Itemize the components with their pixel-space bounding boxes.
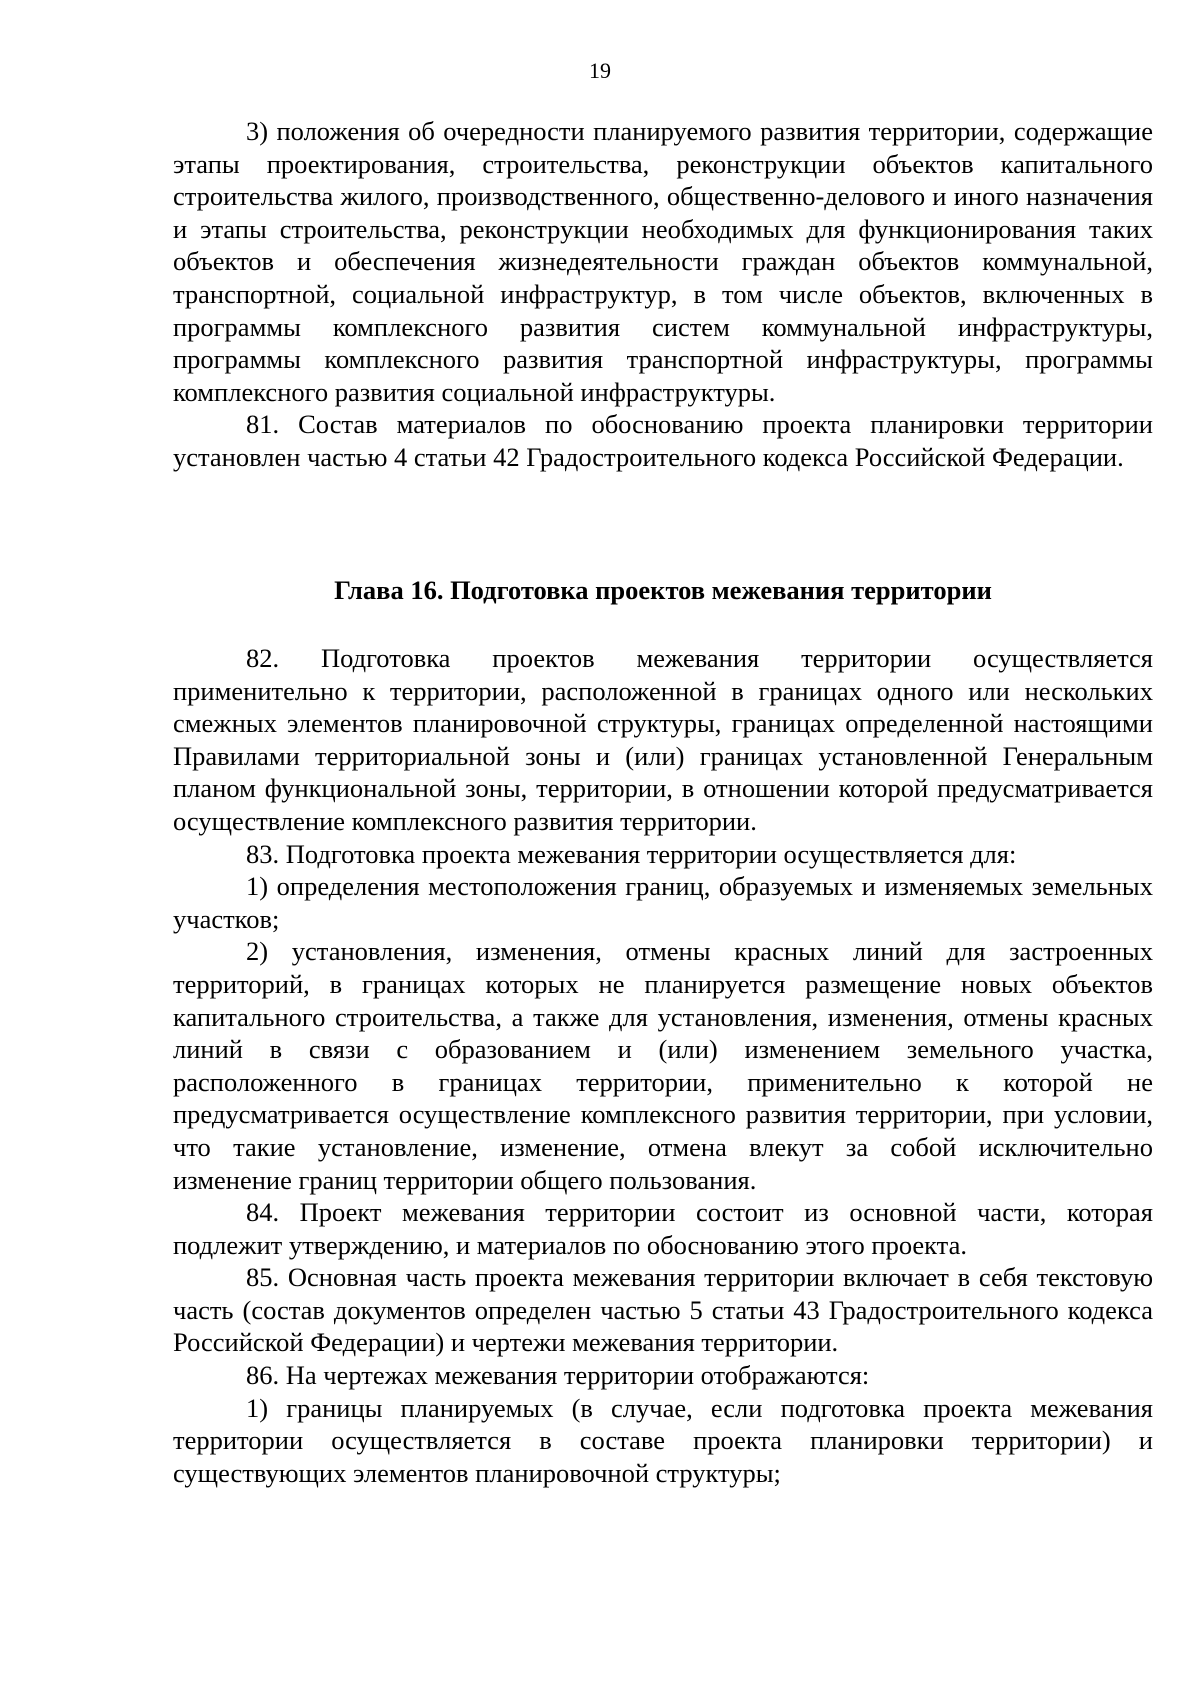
text-block-top [173, 115, 1153, 474]
text-block-chapter-16 [173, 642, 1153, 1489]
page-number: 19 [589, 58, 611, 83]
paragraph-82: 82. Подготовка проектов межевания территории осуществляется применительно к территории, расположенной в границах одного или нескольких смежных элементов планировочной структуры, границах определенной настоящими Правилами территориальной зоны и (или) границах установленной Генеральным планом функциональной зоны, территории, в отношении которой предусматривается осуществление комплексного развития территории. [173, 643, 1153, 836]
paragraph-83: 83. Подготовка проекта межевания территории осуществляется для: [246, 838, 1017, 869]
paragraph-83-item-2: 2) установления, изменения, отмены красных линий для застроенных территорий, в границах которых не планируется размещение новых объектов капитального строительства, а также для установления, изменения, отмены красных линий в связи с образованием и (или) изменением земельного участка, расположенного в границах территории, применительно к которой не предусматривается осуществление комплексного развития территории, при условии, что такие установление, изменение, отмена влекут за собой исключительно изменение границ территории общего пользования. [173, 936, 1153, 1195]
paragraph-85: 85. Основная часть проекта межевания территории включает в себя текстовую часть (состав документов определен частью 5 статьи 43 Градостроительного кодекса Российской Федерации) и чертежи межевания территории. [173, 1262, 1153, 1358]
paragraph-item-3-stages: 3) положения об очередности планируемого развития территории, содержащие этапы проектирования, строительства, реконструкции объектов капитального строительства жилого, производственного, общественно-делового и иного назначения и этапы строительства, реконструкции необходимых для функционирования таких объектов и обеспечения жизнедеятельности граждан объектов коммунальной, транспортной, социальной инфраструктур, в том числе объектов, включенных в программы комплексного развития систем коммунальной инфраструктуры, программы комплексного развития транспортной инфраструктуры, программы комплексного развития социальной инфраструктуры. [173, 116, 1153, 407]
paragraph-86-item-1: 1) границы планируемых (в случае, если подготовка проекта межевания территории осуществляется в составе проекта планировки территории) и существующих элементов планировочной структуры; [173, 1392, 1153, 1488]
paragraph-83-item-1: 1) определения местоположения границ, образуемых и изменяемых земельных участков; [173, 871, 1153, 934]
chapter-heading-container [173, 574, 1153, 607]
paragraph-81: 81. Состав материалов по обоснованию проекта планировки территории установлен частью 4 статьи 42 Градостроительного кодекса Российской Федерации. [173, 409, 1153, 472]
chapter-title: Глава 16. Подготовка проектов межевания территории [334, 575, 992, 605]
paragraph-86: 86. На чертежах межевания территории отображаются: [246, 1360, 870, 1391]
paragraph-84: 84. Проект межевания территории состоит из основной части, которая подлежит утверждению, и материалов по обоснованию этого проекта. [173, 1197, 1153, 1260]
